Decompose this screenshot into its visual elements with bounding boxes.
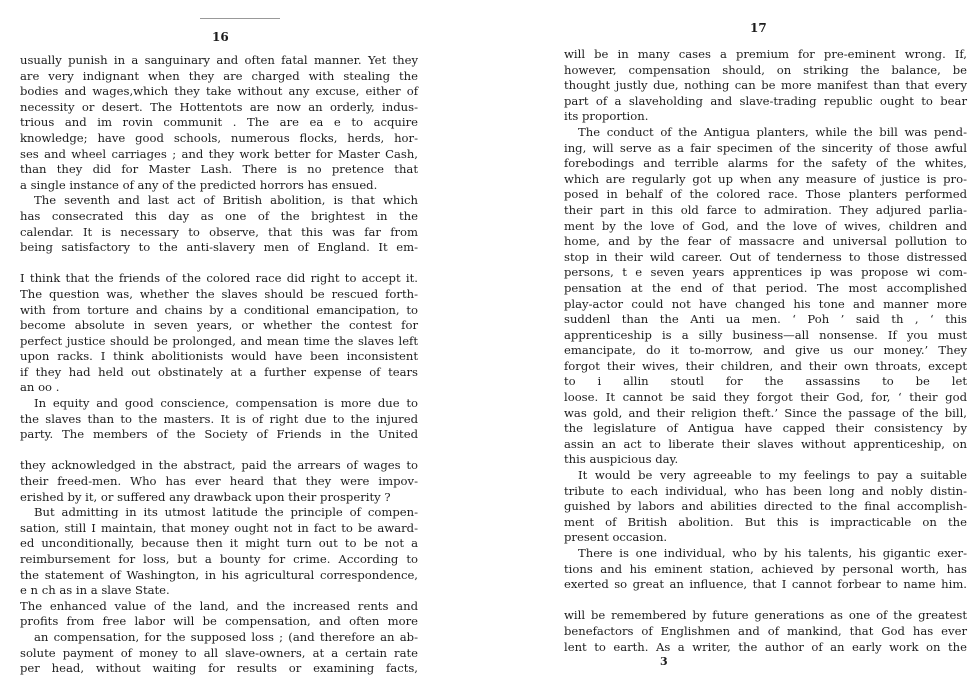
- text-line: the slaves than to the masters. It is of right due to the injured: [20, 411, 418, 426]
- text-line: There is one individual, who by his talents, his gigantic exer-: [578, 546, 967, 560]
- text-line: emancipate, do it to-morrow, and give us our money.’ They: [564, 343, 967, 358]
- text-line: which are regularly got up when any measure of justice is pro-: [564, 171, 967, 186]
- text-line: forgot their wives, their children, and their own throats, except: [564, 358, 967, 373]
- text-line: become absolute in seven years, or whether the contest for: [20, 318, 418, 333]
- left-page-text: [20, 53, 418, 677]
- text-line: solute payment of money to all slave-owners, at a certain rate: [20, 645, 418, 660]
- text-line: sation, still I maintain, that money ought not in fact to be award-: [20, 520, 418, 535]
- signature-mark: 3: [660, 655, 668, 668]
- text-line: if they had held out obstinately at a further expense of tears: [20, 364, 418, 379]
- text-line: It would be very agreeable to my feelings to pay a suitable: [578, 468, 967, 483]
- text-line: an oo .: [20, 380, 60, 395]
- text-line: play-actor could not have changed his tone and manner more: [564, 296, 967, 311]
- text-line: guished by labors and abilities directed to the final accomplish-: [564, 499, 967, 514]
- right-page: [490, 0, 980, 698]
- text-line: bodies and wages,which they take without any excuse, either of: [20, 84, 418, 99]
- text-line: the statement of Washington, in his agricultural correspondence,: [20, 567, 418, 582]
- text-line: tribute to each individual, who has been long and nobly distin-: [564, 483, 967, 498]
- text-line: The conduct of the Antigua planters, while the bill was pend-: [578, 124, 967, 139]
- text-line: will be in many cases a premium for pre-eminent wrong. If,: [564, 47, 967, 61]
- text-line: stop in their wild career. Out of tenderness to those distressed: [564, 249, 967, 264]
- text-line: they acknowledged in the abstract, paid the arrears of wages to: [20, 458, 418, 473]
- text-line: perfect justice should be prolonged, and mean time the slaves left: [20, 333, 418, 348]
- text-line: however, compensation should, on striking the balance, be: [564, 62, 967, 77]
- text-line: its proportion.: [564, 109, 649, 124]
- text-line: present occasion.: [564, 530, 668, 545]
- text-line: usually punish in a sanguinary and often fatal manner. Yet they: [20, 53, 418, 67]
- text-line: e n ch as in a slave State.: [20, 583, 170, 598]
- text-line: loose. It cannot be said they forgot their God, for, ‘ their god: [564, 390, 967, 405]
- text-line: exerted so great an influence, that I cannot forbear to name him.: [564, 577, 967, 592]
- text-line: I think that the friends of the colored race did right to accept it.: [20, 271, 418, 286]
- text-line: [564, 593, 967, 609]
- text-line: their freed-men. Who has ever heard that they were impov-: [20, 474, 418, 489]
- text-line: The question was, whether the slaves should be rescued forth-: [20, 286, 418, 301]
- text-line: will be remembered by future generations as one of the greatest: [564, 608, 967, 623]
- text-line: knowledge; have good schools, numerous flocks, herds, hor-: [20, 130, 418, 145]
- text-line: But admitting in its utmost latitude the principle of compen-: [34, 505, 418, 520]
- text-line: ses and wheel carriages ; and they work better for Master Cash,: [20, 146, 418, 161]
- text-line: party. The members of the Society of Friends in the United: [20, 427, 418, 442]
- text-line: thought justly due, nothing can be more manifest than that every: [564, 78, 967, 93]
- text-line: The seventh and last act of British abolition, is that which: [34, 193, 418, 208]
- scan-artifact-rule: [200, 18, 280, 19]
- text-line: upon racks. I think abolitionists would have been inconsistent: [20, 349, 418, 364]
- text-line: erished by it, or suffered any drawback upon their prosperity ?: [20, 489, 391, 504]
- text-line: per head, without waiting for results or examining facts,: [20, 661, 418, 676]
- text-line: their part in this old farce to admiration. They adjured parlia-: [564, 202, 967, 217]
- text-line: suddenl than the Anti ua men. ‘ Poh ’ said th , ‘ this: [564, 312, 967, 327]
- text-line: [20, 256, 418, 272]
- text-line: reimbursement for loss, but a bounty for crime. According to: [20, 552, 418, 566]
- text-line: with from torture and chains by a conditional emancipation, to: [20, 302, 418, 317]
- text-line: necessity or desert. The Hottentots are now an orderly, indus-: [20, 99, 418, 114]
- text-line: assin an act to liberate their slaves without apprenticeship, on: [564, 436, 967, 451]
- text-line: this auspicious day.: [564, 452, 679, 467]
- text-line: tions and his eminent station, achieved by personal worth, has: [564, 561, 967, 576]
- text-line: has consecrated this day as one of the brightest in the: [20, 208, 418, 223]
- text-line: In equity and good conscience, compensation is more due to: [34, 396, 418, 411]
- page-number-right: 17: [750, 21, 767, 35]
- text-line: ment by the love of God, and the love of wives, children and: [564, 218, 967, 233]
- text-line: ing, will serve as a fair specimen of the sincerity of those awful: [564, 140, 967, 155]
- text-line: an compensation, for the supposed loss ; (and therefore an ab-: [34, 629, 418, 644]
- text-line: profits from free labor will be compensation, and often more: [20, 614, 418, 629]
- text-line: pensation at the end of that period. The most accomplished: [564, 280, 967, 295]
- text-line: [20, 443, 418, 459]
- text-line: posed in behalf of the colored race. Those planters performed: [564, 187, 967, 202]
- page-number-left: 16: [212, 30, 229, 44]
- text-line: the legislature of Antigua have capped their consistency by: [564, 421, 967, 436]
- text-line: apprenticeship is a silly business—all nonsense. If you must: [564, 327, 967, 342]
- text-line: calendar. It is necessary to observe, that this was far from: [20, 224, 418, 239]
- text-line: persons, t e seven years apprentices ip was propose wi com-: [564, 265, 967, 280]
- text-line: lent to earth. As a writer, the author of an early work on the: [564, 639, 967, 654]
- text-line: ment of British abolition. But this is impracticable on the: [564, 514, 967, 529]
- text-line: part of a slaveholding and slave-trading republic ought to bear: [564, 93, 967, 108]
- text-line: to i allin stoutl for the assassins to be let: [564, 374, 967, 389]
- text-line: ed unconditionally, because then it might turn out to be not a: [20, 536, 418, 551]
- text-line: forebodings and terrible alarms for the safety of the whites,: [564, 156, 967, 171]
- text-line: trious and im rovin communit . The are ea e to acquire: [20, 115, 418, 130]
- text-line: than they did for Master Lash. There is no pretence that: [20, 162, 418, 177]
- text-line: home, and by the fear of massacre and universal pollution to: [564, 234, 967, 249]
- right-page-text: [564, 47, 967, 655]
- text-line: was gold, and their religion theft.’ Since the passage of the bill,: [564, 405, 967, 420]
- text-line: being satisfactory to the anti-slavery men of England. It em-: [20, 240, 418, 255]
- text-line: The enhanced value of the land, and the increased rents and: [20, 598, 418, 613]
- text-line: are very indignant when they are charged with stealing the: [20, 68, 418, 83]
- text-line: a single instance of any of the predicted horrors has ensued.: [20, 177, 378, 192]
- text-line: benefactors of Englishmen and of mankind, that God has ever: [564, 623, 967, 638]
